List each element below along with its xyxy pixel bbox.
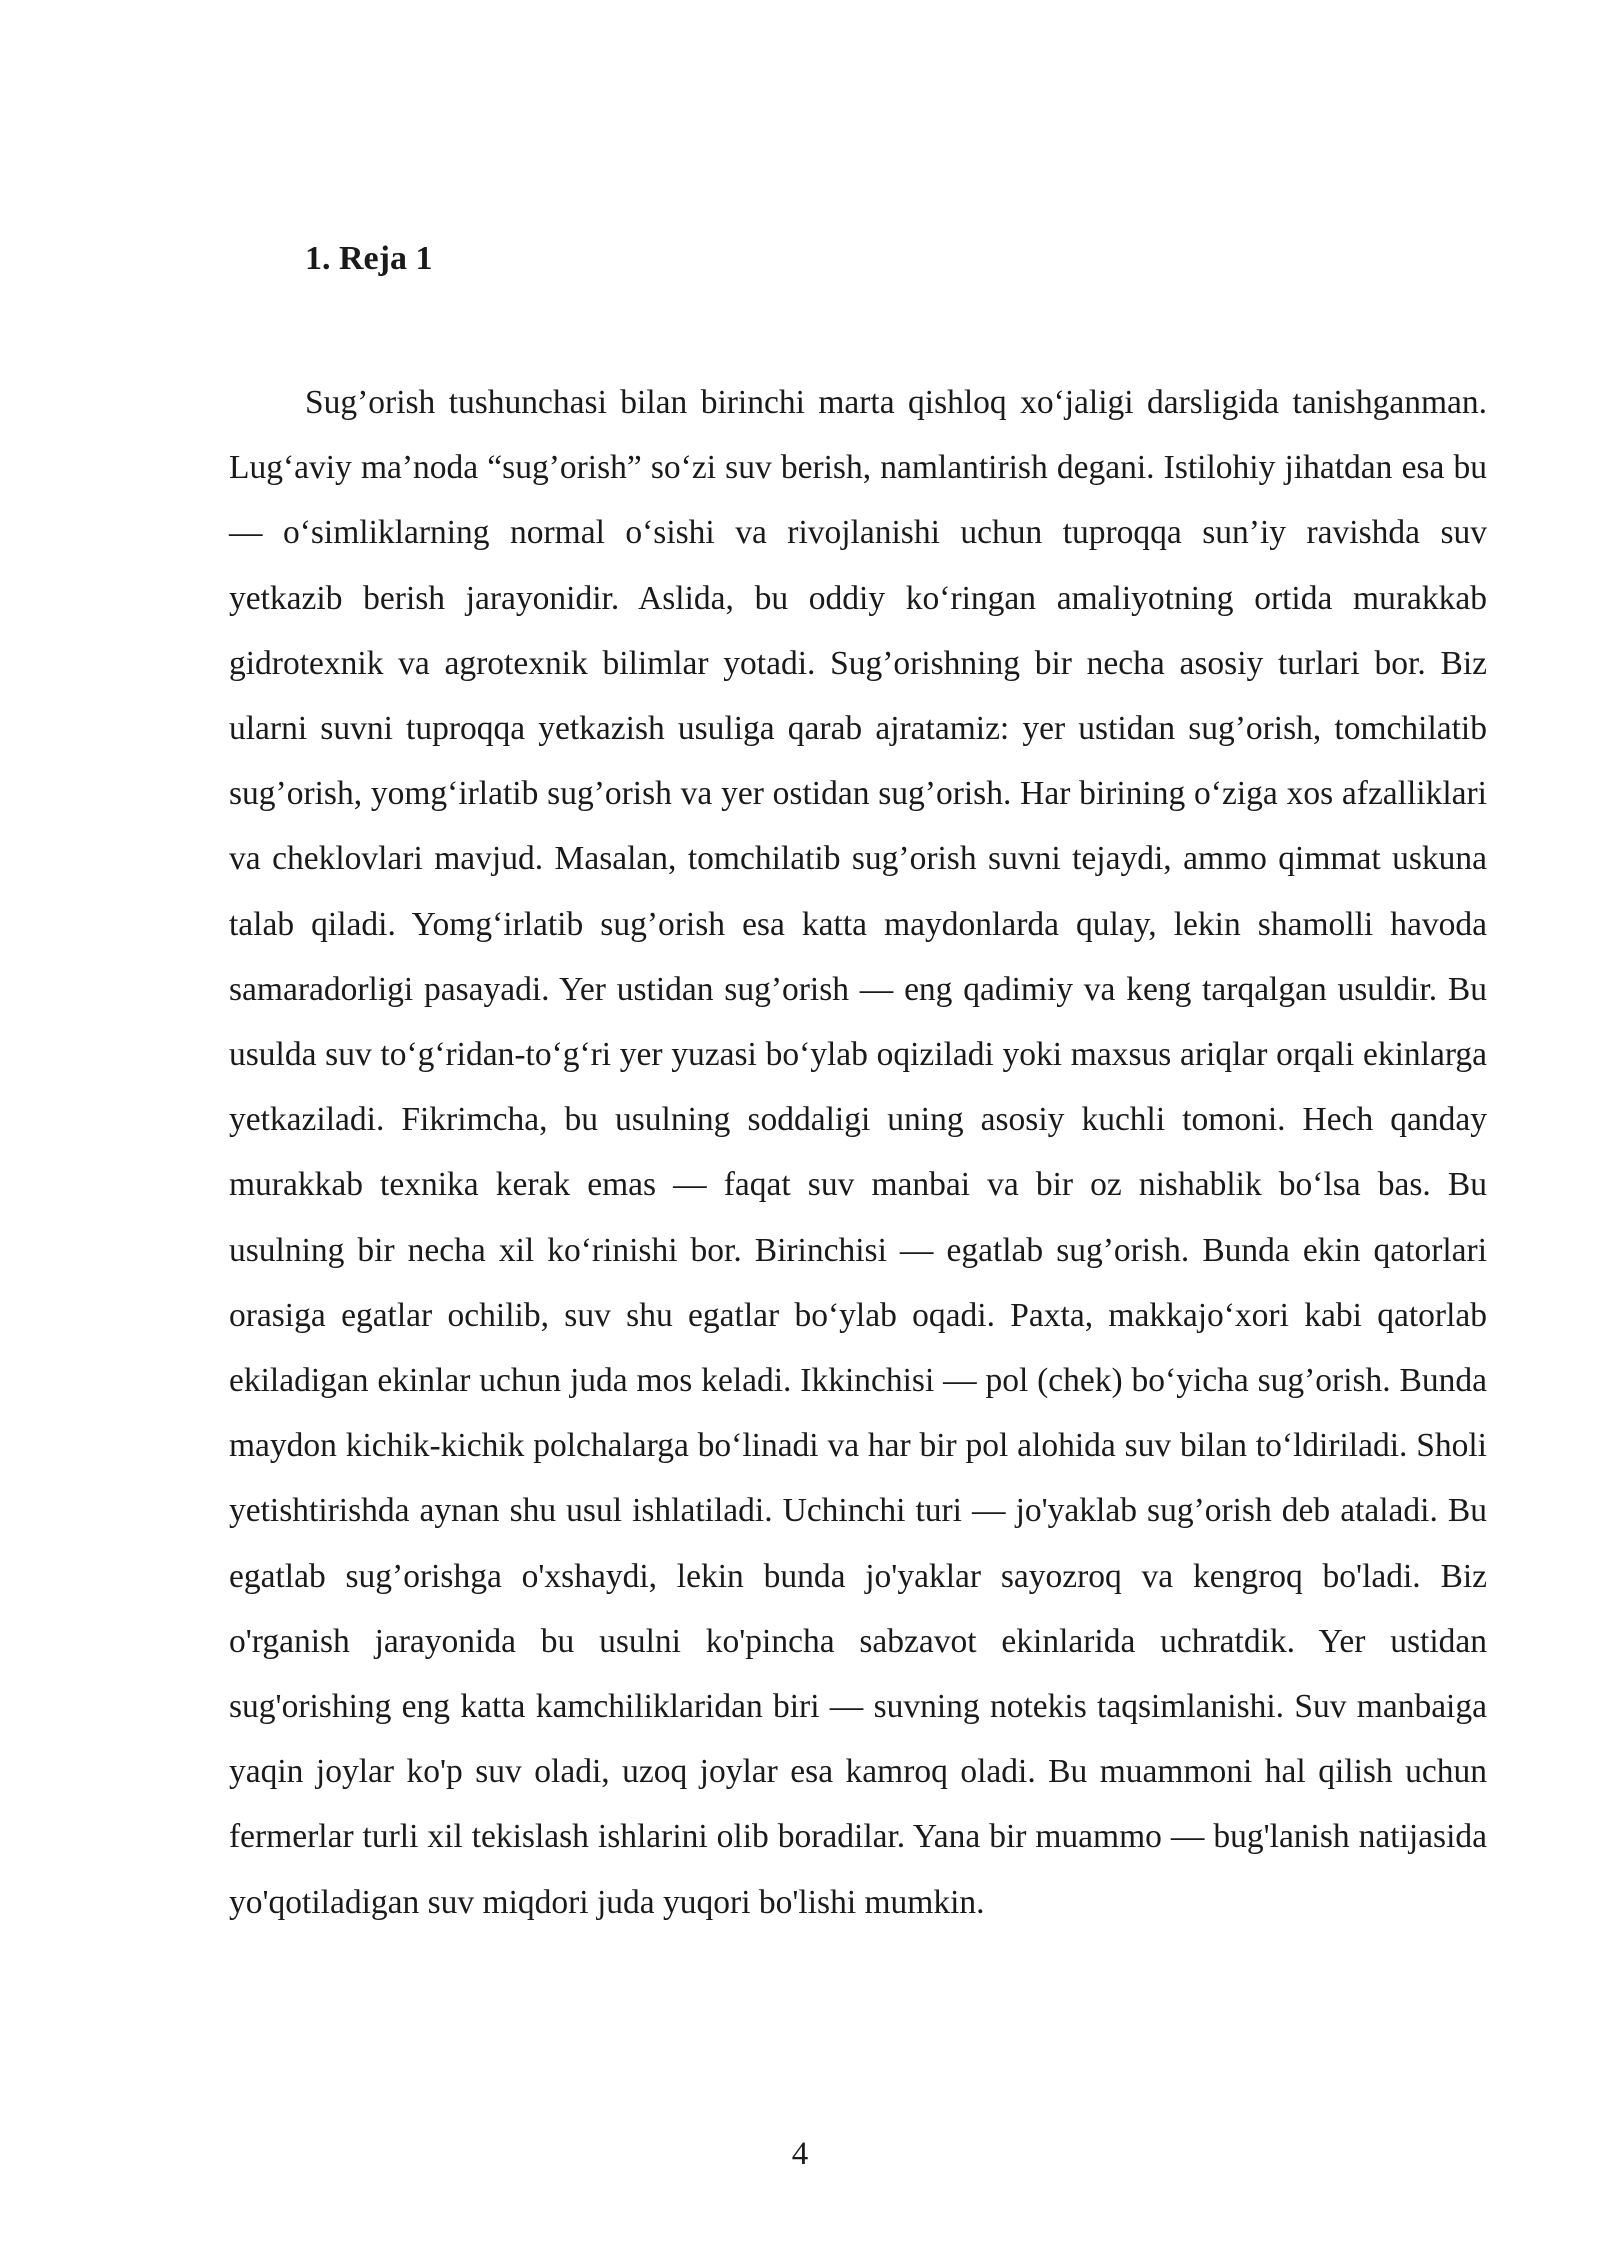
body-paragraph: Sug’orish tushunchasi bilan birinchi marta qishloq xo‘jaligi darsligida tanishganman. Lug‘aviy ma’noda “sug’orish” so‘zi suv berish, namlantirish degani. Istilohiy jihatdan esa bu — o‘simliklarning normal o‘sishi va rivojlanishi uchun tuproqqa sun’iy ravishda suv yetkazib berish jarayonidir. Aslida, bu oddiy ko‘ringan amaliyotning ortida murakkab gidrotexnik va agrotexnik bilimlar yotadi. Sug’orishning bir necha asosiy turlari bor. Biz ularni suvni tuproqqa yetkazish usuliga qarab ajratamiz: yer ustidan sug’orish, tomchilatib sug’orish, yomg‘irlatib sug’orish va yer ostidan sug’orish. Har birining o‘ziga xos afzalliklari va cheklovlari mavjud. Masalan, tomchilatib sug’orish suvni tejaydi, ammo qimmat uskuna talab qiladi. Yomg‘irlatib sug’orish esa katta maydonlarda qulay, lekin shamolli havoda samaradorligi pasayadi. Yer ustidan sug’orish — eng qadimiy va keng tarqalgan usuldir. Bu usulda suv to‘g‘ridan-to‘g‘ri yer yuzasi bo‘ylab oqiziladi yoki maxsus ariqlar orqali ekinlarga yetkaziladi. Fikrimcha, bu usulning soddaligi uning asosiy kuchli tomoni. Hech qanday murakkab texnika kerak emas — faqat suv manbai va bir oz nishablik bo‘lsa bas. Bu usulning bir necha xil ko‘rinishi bor. Birinchisi — egatlab sug’orish. Bunda ekin qatorlari orasiga egatlar ochilib, suv shu egatlar bo‘ylab oqadi. Paxta, makkajo‘xori kabi qatorlab ekiladigan ekinlar uchun juda mos keladi. Ikkinchisi — pol (chek) bo‘yicha sug’orish. Bunda maydon kichik-kichik polchalarga bo‘linadi va har bir pol alohida suv bilan to‘ldiriladi. Sholi yetishtirishda aynan shu usul ishlatiladi. Uchinchi turi — jo'yaklab sug’orish deb ataladi. Bu egatlab sug’orishga o'xshaydi, lekin bunda jo'yaklar sayozroq va kengroq bo'ladi. Biz o'rganish jarayonida bu usulni ko'pincha sabzavot ekinlarida uchratdik. Yer ustidan sug'orishing eng katta kamchiliklaridan biri — suvning notekis taqsimlanishi. Suv manbaiga yaqin joylar ko'p suv oladi, uzoq joylar esa kamroq oladi. Bu muammoni hal qilish uchun fermerlar turli xil tekislash ishlarini olib boradilar. Yana bir muammo — bug'lanish natijasida yo'qotiladigan suv miqdori juda yuqori bo'lishi mumkin.: [229, 384, 1487, 1921]
page-number: 4: [791, 2136, 809, 2172]
section-heading: 1. Reja 1: [305, 240, 433, 277]
